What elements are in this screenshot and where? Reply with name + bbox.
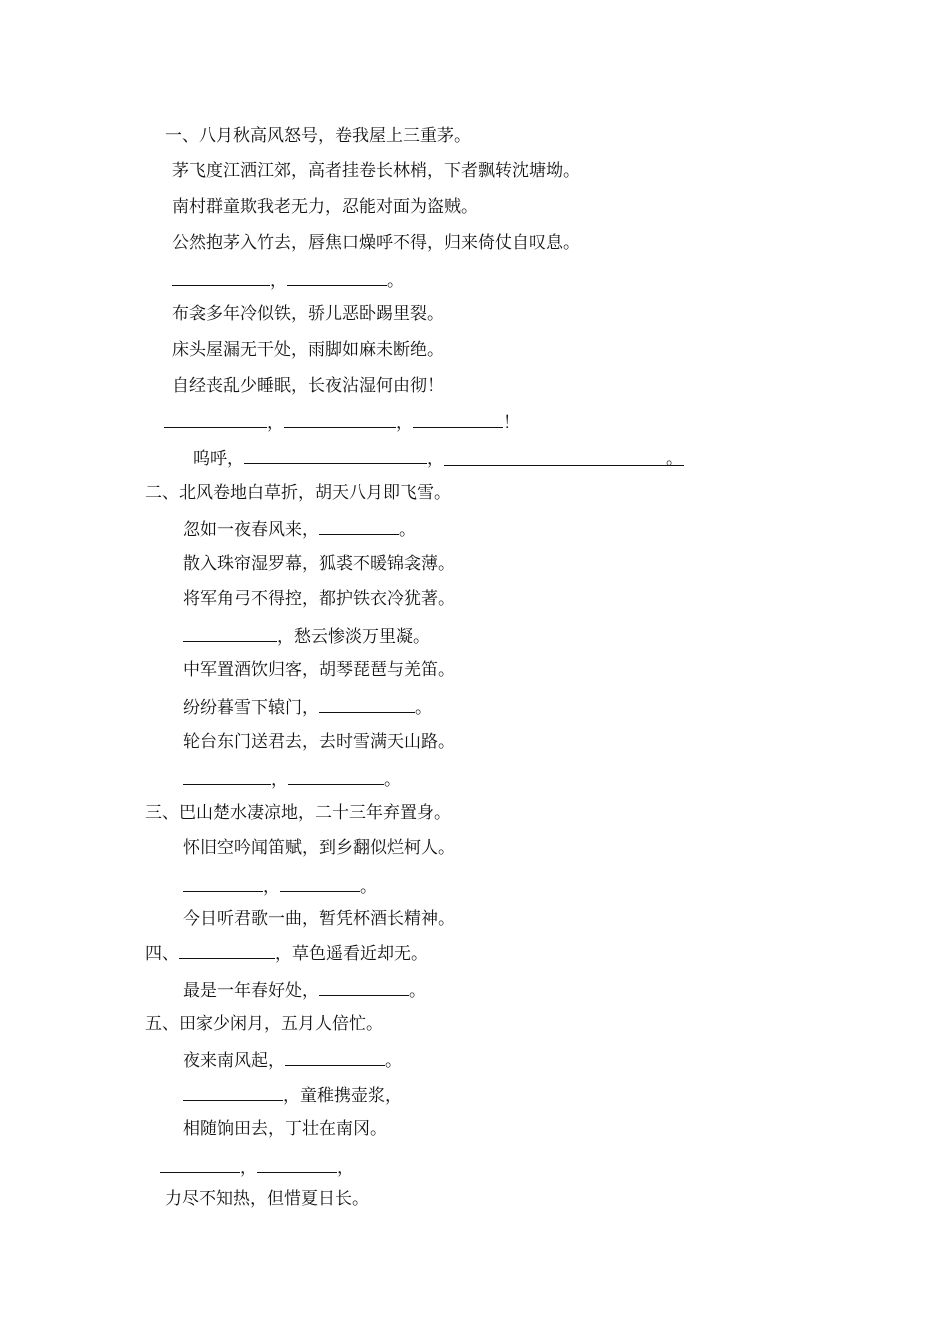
answer-blank[interactable] <box>280 874 360 892</box>
s1-line-2: 茅飞度江洒江郊，高者挂卷长林梢，下者飘转沈塘坳。 <box>172 161 580 181</box>
s2-line-8: 轮台东门送君去，去时雪满天山路。 <box>183 732 455 752</box>
s5-line-5: ， ， <box>160 1155 354 1179</box>
answer-blank[interactable] <box>257 1155 337 1173</box>
s1-line-3: 南村群童欺我老无力，忍能对面为盗贼。 <box>172 197 478 217</box>
s3-line-2: 怀旧空吟闻笛赋，到乡翻似烂柯人。 <box>183 838 455 858</box>
s1-line-4: 公然抱茅入竹去，唇焦口燥呼不得，归来倚仗自叹息。 <box>172 233 580 253</box>
answer-blank[interactable] <box>413 410 503 428</box>
s1-line-8: 自经丧乱少睡眠，长夜沾湿何由彻！ <box>172 376 444 396</box>
s2-line-1: 二、北风卷地白草折，胡天八月即飞雪。 <box>145 483 451 503</box>
answer-blank[interactable] <box>319 517 399 535</box>
s4-line-2: 最是一年春好处， 。 <box>183 978 426 1002</box>
answer-blank[interactable] <box>284 410 396 428</box>
s5-line-3: ，童稚携壶浆， <box>183 1083 402 1107</box>
s3-line-3: ， 。 <box>183 874 377 898</box>
s1-line-1: 一、八月秋高风怒号，卷我屋上三重茅。 <box>165 126 471 146</box>
answer-blank[interactable] <box>319 695 415 713</box>
s2-line-3: 散入珠帘湿罗幕，狐裘不暖锦衾薄。 <box>183 554 455 574</box>
s4-line-1: 四、 ，草色遥看近却无。 <box>145 941 428 965</box>
s1-line-6: 布衾多年冷似铁，骄儿恶卧踢里裂。 <box>172 304 444 324</box>
answer-blank[interactable] <box>183 767 271 785</box>
s1-line-7: 床头屋漏无干处，雨脚如麻未断绝。 <box>172 340 444 360</box>
answer-blank[interactable] <box>244 446 427 464</box>
s3-line-4: 今日听君歌一曲，暂凭杯酒长精神。 <box>183 909 455 929</box>
s5-line-4: 相随饷田去，丁壮在南冈。 <box>183 1119 387 1139</box>
answer-blank[interactable] <box>287 268 387 286</box>
s5-line-1: 五、田家少闲月，五月人倍忙。 <box>145 1014 383 1034</box>
answer-blank[interactable] <box>288 767 384 785</box>
answer-blank[interactable] <box>164 410 267 428</box>
s1-line-10: 呜呼， ， 。 <box>193 446 684 470</box>
s2-line-5: ，愁云惨淡万里凝。 <box>183 624 430 648</box>
s2-line-9: ， 。 <box>183 767 401 791</box>
s5-line-2: 夜来南风起， 。 <box>183 1048 402 1072</box>
s3-line-1: 三、巴山楚水凄凉地，二十三年弃置身。 <box>145 803 451 823</box>
answer-blank[interactable] <box>183 624 277 642</box>
s2-line-4: 将军角弓不得控，都护铁衣冷犹著。 <box>183 589 455 609</box>
s1-line-5: ， 。 <box>172 268 404 292</box>
answer-blank[interactable] <box>319 978 409 996</box>
answer-blank[interactable]: 。 <box>444 448 684 466</box>
s2-line-7: 纷纷暮雪下辕门， 。 <box>183 695 432 719</box>
s1-line-9: ， ， ！ <box>164 410 520 434</box>
s5-line-6: 力尽不知热，但惜夏日长。 <box>165 1189 369 1209</box>
answer-blank[interactable] <box>285 1048 385 1066</box>
s2-line-2: 忽如一夜春风来， 。 <box>183 517 416 541</box>
s2-line-6: 中军置酒饮归客，胡琴琵琶与羌笛。 <box>183 660 455 680</box>
answer-blank[interactable] <box>179 941 275 959</box>
answer-blank[interactable] <box>183 874 263 892</box>
answer-blank[interactable] <box>183 1083 283 1101</box>
answer-blank[interactable] <box>160 1155 240 1173</box>
answer-blank[interactable] <box>172 268 270 286</box>
